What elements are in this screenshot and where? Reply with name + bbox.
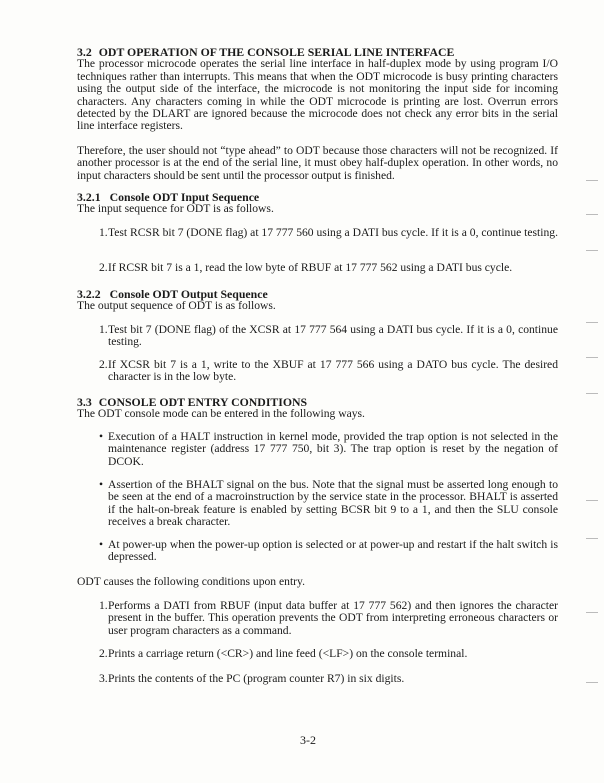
scan-mark xyxy=(586,393,598,394)
page-number: 3-2 xyxy=(300,733,316,747)
scan-mark xyxy=(586,250,598,251)
scan-mark xyxy=(586,180,598,181)
section-3-2-2 xyxy=(77,288,558,313)
intro-text: The output sequence of ODT is as follows. xyxy=(77,299,276,313)
section-3-2-1 xyxy=(77,191,558,216)
intro-text: The ODT console mode can be entered in the following ways. xyxy=(77,407,365,421)
scan-mark xyxy=(586,500,598,501)
scan-mark xyxy=(586,682,598,683)
subsection-heading: 3.2.1 Console ODT Input Sequence xyxy=(77,190,260,204)
scan-mark xyxy=(586,214,598,215)
list-item: 3. Prints the contents of the PC (program counter R7) in six digits. xyxy=(99,672,405,685)
paragraph: The processor microcode operates the serial line interface in half-duplex mode by using program I/O techniques rather than interrupts. This means that when the ODT microcode is busy printing characters using the output side of the interface, the microcode is not monitoring the input side for incoming characters. Any characters coming in while the ODT microcode is printing are lost. Overrun errors detected by the DLART are ignored because the microcode does not check any error bits in the serial line interface registers. xyxy=(77,57,558,133)
bullet-item: • Execution of a HALT instruction in kernel mode, provided the trap option is not selected in the maintenance register (address 17 777 750, bit 3). The trap option is reset by the negation of DCOK. xyxy=(99,430,558,468)
section-heading: 3.2 ODT OPERATION OF THE CONSOLE SERIAL LINE INTERFACE xyxy=(77,45,455,59)
paragraph: Therefore, the user should not “type ahead” to ODT because those characters will not be recognized. If another processor is at the end of the serial line, it must obey half-duplex operation. In other words, no input characters should be sent until the processor output is finished. xyxy=(77,143,558,182)
list-item: 1. Performs a DATI from RBUF (input data buffer at 17 777 562) and then ignores the character present in the buffer. This operation prevents the ODT from interpreting erroneous characters or user program characters as a command. xyxy=(99,599,558,637)
list-item: 2. If RCSR bit 7 is a 1, read the low byte of RBUF at 17 777 562 using a DATI bus cycle. xyxy=(99,261,513,274)
bullet-item: • Assertion of the BHALT signal on the bus. Note that the signal must be asserted long enough to be seen at the end of a macroinstruction by the service state in the processor. BHALT is asserted if the halt-on-break feature is enabled by setting BCSR bit 9 to a 1, and then the SLU console receives a break character. xyxy=(99,478,558,529)
list-item: 2. Prints a carriage return (<CR>) and line feed (<LF>) on the console terminal. xyxy=(99,647,468,660)
list-item: 1. Test RCSR bit 7 (DONE flag) at 17 777 560 using a DATI bus cycle. If it is a 0, continue testing. xyxy=(99,226,558,239)
section-heading: 3.3 CONSOLE ODT ENTRY CONDITIONS xyxy=(77,395,308,409)
list-item: 2. If XCSR bit 7 is a 1, write to the XBUF at 17 777 566 using a DATO bus cycle. The desired character is in the low byte. xyxy=(99,358,558,384)
section-3-3 xyxy=(77,396,558,421)
conditions-intro: ODT causes the following conditions upon entry. xyxy=(77,575,305,588)
scan-mark xyxy=(586,612,598,613)
intro-text: The input sequence for ODT is as follows. xyxy=(77,202,274,216)
subsection-heading: 3.2.2 Console ODT Output Sequence xyxy=(77,287,268,301)
bullet-item: • At power-up when the power-up option is selected or at power-up and restart if the halt switch is depressed. xyxy=(99,538,558,564)
list-item: 1. Test bit 7 (DONE flag) of the XCSR at 17 777 564 using a DATI bus cycle. If it is a 0, continue testing. xyxy=(99,323,558,349)
section-3-2 xyxy=(77,46,558,182)
scan-mark xyxy=(586,538,598,539)
scan-mark xyxy=(586,357,598,358)
scan-mark xyxy=(586,322,598,323)
